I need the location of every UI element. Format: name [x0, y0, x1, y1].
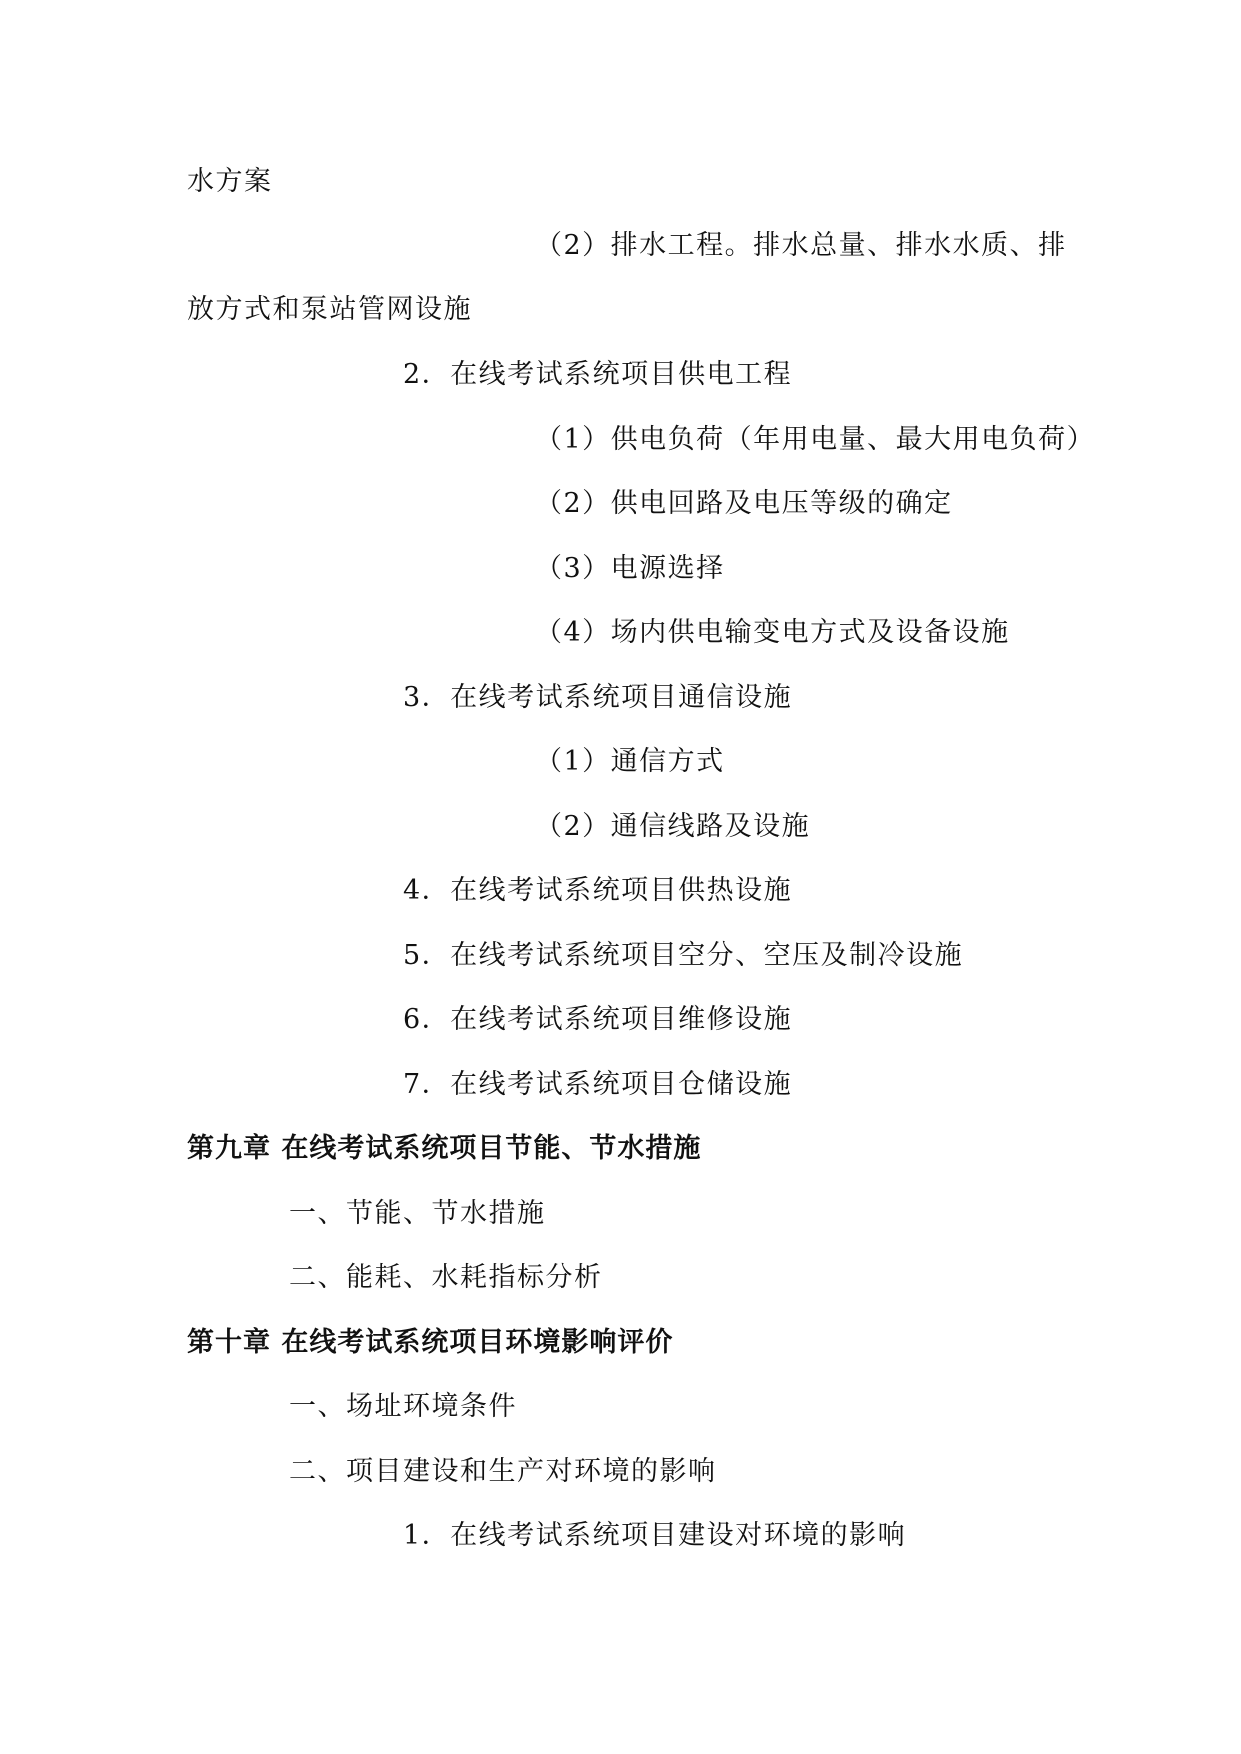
sub-item: （3）电源选择 [535, 553, 725, 584]
body-text-continuation: 放方式和泵站管网设施 [187, 294, 472, 325]
section-item: 二、能耗、水耗指标分析 [289, 1262, 603, 1293]
section-item: 二、项目建设和生产对环境的影响 [289, 1456, 717, 1487]
numbered-item: 4．在线考试系统项目供热设施 [403, 875, 793, 906]
numbered-item: 6．在线考试系统项目维修设施 [403, 1004, 793, 1035]
sub-item: （2）供电回路及电压等级的确定 [535, 488, 953, 519]
section-item: 一、节能、节水措施 [289, 1198, 546, 1229]
chapter-heading: 第十章 在线考试系统项目环境影响评价 [187, 1327, 674, 1358]
numbered-item: 5．在线考试系统项目空分、空压及制冷设施 [403, 940, 964, 971]
numbered-item: 1．在线考试系统项目建设对环境的影响 [403, 1520, 907, 1551]
numbered-item: 7．在线考试系统项目仓储设施 [403, 1069, 793, 1100]
body-text-continuation: 水方案 [187, 166, 273, 197]
sub-item: （1）通信方式 [535, 746, 725, 777]
sub-item: （2）通信线路及设施 [535, 811, 811, 842]
numbered-item: 2．在线考试系统项目供电工程 [403, 359, 793, 390]
chapter-heading: 第九章 在线考试系统项目节能、节水措施 [187, 1133, 702, 1164]
sub-item: （4）场内供电输变电方式及设备设施 [535, 617, 1010, 648]
section-item: 一、场址环境条件 [289, 1391, 517, 1422]
sub-item: （1）供电负荷（年用电量、最大用电负荷） [535, 424, 1096, 455]
numbered-item: 3．在线考试系统项目通信设施 [403, 682, 793, 713]
sub-item-drainage: （2）排水工程。排水总量、排水水质、排 [535, 230, 1067, 261]
